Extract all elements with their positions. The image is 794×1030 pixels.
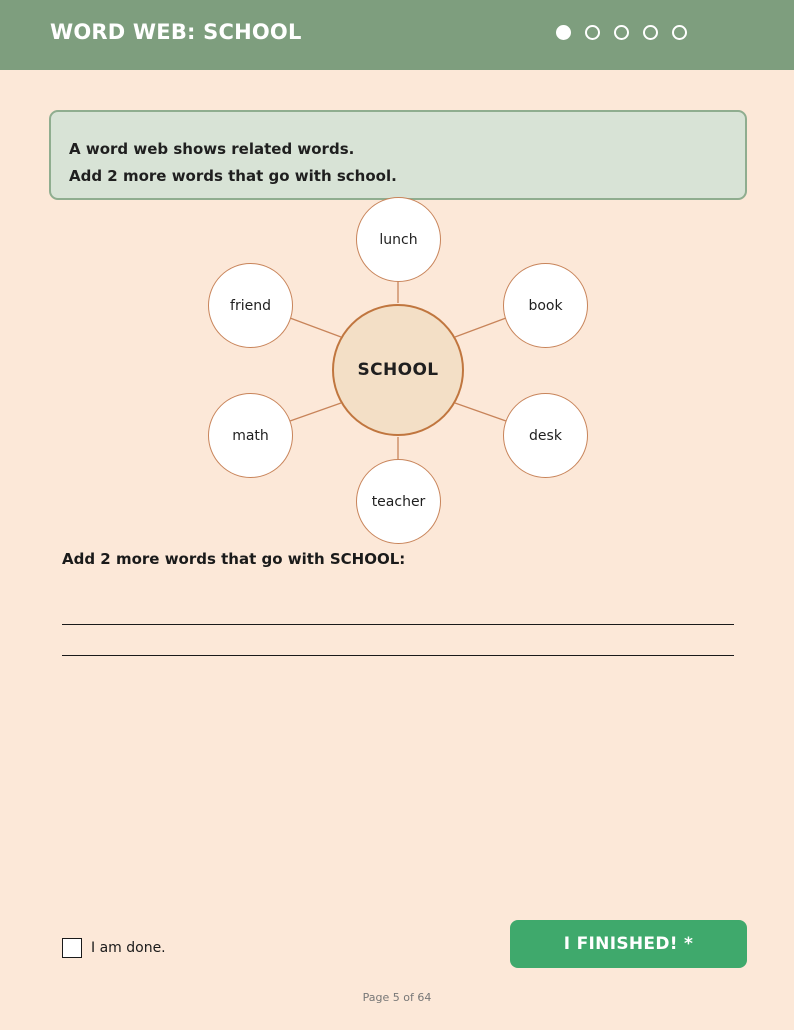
progress-dot-2[interactable] [585, 25, 600, 40]
progress-dot-3[interactable] [614, 25, 629, 40]
word-bubble-friend: friend [208, 263, 293, 348]
link-book [455, 318, 506, 337]
page-title: WORD WEB: SCHOOL [50, 20, 302, 44]
answer-input-2[interactable] [62, 632, 734, 656]
link-desk [455, 403, 506, 421]
link-math [290, 403, 341, 421]
done-checkbox[interactable] [62, 938, 82, 958]
link-friend [290, 318, 341, 337]
finish-button[interactable]: I FINISHED! * [510, 920, 747, 968]
progress-dot-4[interactable] [643, 25, 658, 40]
word-bubble-math: math [208, 393, 293, 478]
page-number: Page 5 of 64 [362, 991, 432, 1004]
answer-prompt: Add 2 more words that go with SCHOOL: [62, 550, 406, 568]
word-bubble-teacher: teacher [356, 459, 441, 544]
instruction-line-2: Add 2 more words that go with school. [69, 167, 397, 185]
progress-dots [556, 25, 687, 40]
progress-dot-5[interactable] [672, 25, 687, 40]
center-word-bubble: SCHOOL [332, 304, 464, 436]
instructions-box [49, 110, 747, 200]
done-label: I am done. [91, 940, 166, 956]
header-bar [0, 0, 794, 70]
word-bubble-book: book [503, 263, 588, 348]
instruction-line-1: A word web shows related words. [69, 140, 355, 158]
word-bubble-desk: desk [503, 393, 588, 478]
progress-dot-1[interactable] [556, 25, 571, 40]
word-bubble-lunch: lunch [356, 197, 441, 282]
done-checkbox-row [62, 938, 166, 958]
answer-input-1[interactable] [62, 601, 734, 625]
